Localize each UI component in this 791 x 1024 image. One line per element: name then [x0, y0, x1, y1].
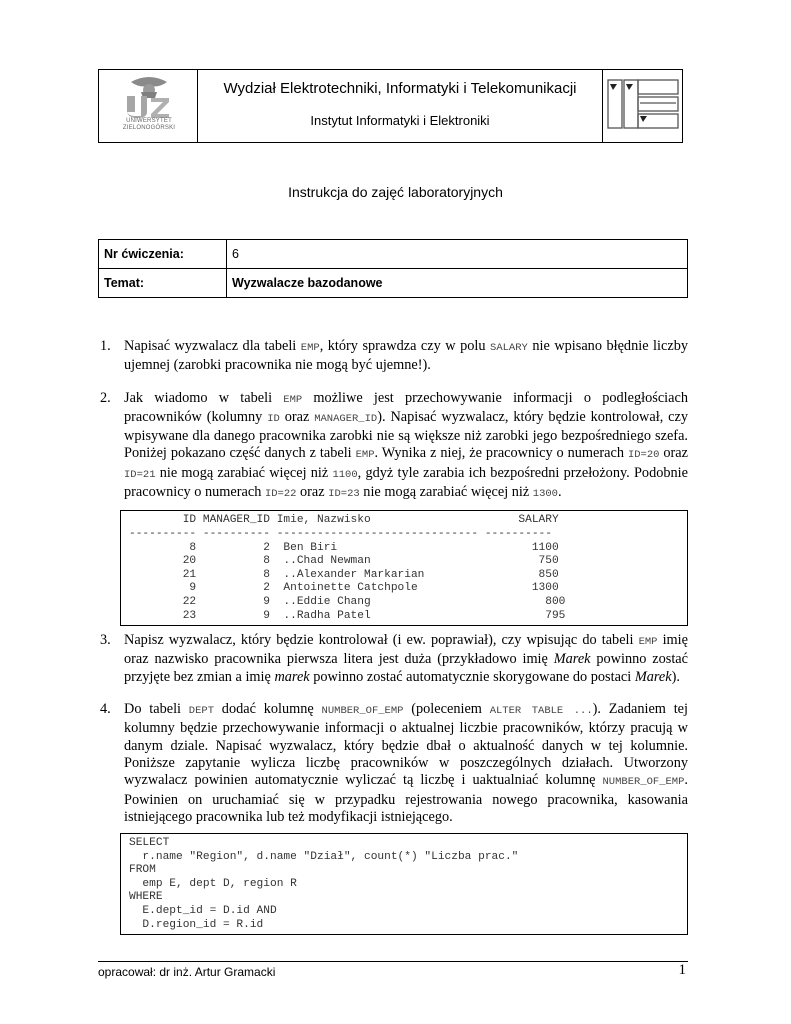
- faculty-name: Wydział Elektrotechniki, Informatyki i Telekomunikacji: [223, 80, 577, 97]
- inline-code: ID: [267, 412, 280, 425]
- item-emphasis: Marek: [634, 668, 672, 685]
- institute-logo: [607, 78, 679, 134]
- inline-code: ID=22: [264, 488, 297, 501]
- item-text: imię oraz nazwisko pracownika pierwsza litera jest duża (przykładowo imię: [124, 632, 688, 668]
- item-number: 4.: [100, 701, 111, 718]
- exercise-number-value: 6: [227, 240, 688, 269]
- item-text: Napisać wyzwalacz dla tabeli: [124, 338, 301, 354]
- item-text: możliwe jest przechowywanie informacji o podległościach pracowników (kolumny: [124, 389, 688, 425]
- sql-query-listing: [120, 833, 688, 935]
- item-number: 2.: [100, 389, 111, 406]
- item-text: Do tabeli: [124, 701, 189, 718]
- list-item: [98, 338, 688, 375]
- item-text: .: [558, 484, 562, 501]
- item-text: nie mogą zarabiać więcej niż: [359, 484, 533, 501]
- inline-code: 1300: [532, 488, 558, 501]
- code-line: E.dept_id = D.id AND: [129, 905, 277, 918]
- item-text: nie wpisano błędnie liczby ujemnej (zarobki pracownika nie mogą być ujemne!).: [124, 338, 688, 374]
- item-text: Napisz wyzwalacz, który będzie kontrolował (i ew. poprawiał), czy wpisując do tabeli: [124, 632, 639, 649]
- item-text: oraz: [659, 445, 688, 462]
- item-text: , gdyż tyle zarabia ich bezpośredni przełożony. Podobnie pracownicy o numerach: [124, 464, 688, 501]
- logo-text-line: ZIELONOGÓRSKI: [122, 125, 176, 131]
- list-item: [98, 390, 688, 504]
- header-divider: [602, 70, 603, 142]
- item-text: oraz: [279, 408, 315, 425]
- inline-code: NUMBER_OF_EMP: [321, 705, 404, 718]
- topic-label: Temat:: [99, 269, 227, 298]
- inline-code: SALARY: [490, 342, 528, 354]
- table-row: [99, 240, 688, 269]
- code-line: 20 8 ..Chad Newman 750: [129, 555, 559, 568]
- item-text: powinno zostać automatycznie skorygowane do postaci: [309, 668, 635, 685]
- logo-text-line: UNIWERSYTET: [126, 118, 172, 124]
- item-emphasis: marek: [274, 668, 310, 685]
- item-text: . Wynika z niej, że pracownicy o numerach: [374, 445, 628, 462]
- code-line: r.name "Region", d.name "Dział", count(*) "Liczba prac.": [129, 850, 519, 863]
- item-text: powinno zostać przyjęte bez zmian a imię: [124, 651, 688, 685]
- item-text: ). Napisać wyzwalacz, który będzie kontrolował, czy wpisywane dla danego pracownika zarobki nie są większe niż zarobki jego bezpośredniego szefa. Poniżej pokazano część danych z tabeli: [124, 408, 689, 462]
- item-text: , który sprawdza czy w polu: [319, 338, 491, 354]
- code-line: FROM: [129, 864, 156, 877]
- item-text: . Powinien on uruchamiać się w przypadku rejestrowania nowego pracownika, kasowania istniejącego pracownika lub też modyfikacji istniejącego.: [124, 772, 688, 825]
- code-line: 23 9 ..Radha Patel 795: [129, 609, 566, 622]
- item-text: oraz: [296, 484, 329, 501]
- institute-name: Instytut Informatyki i Elektroniki: [310, 113, 490, 128]
- inline-code: ID=21: [124, 468, 156, 481]
- item-text: nie mogą zarabiać więcej niż: [155, 464, 333, 481]
- item-text: (poleceniem: [403, 701, 490, 718]
- inline-code: ID=23: [328, 488, 360, 501]
- item-text: ). Zadaniem tej kolumny będzie przechowywanie informacji o aktualnej liczbie pracowników, którzy pracują w danym dziale. Napisać wyzwalacz, który będzie dbał o aktualność danych w tej kolumnie. Poniższe zapytanie wylicza liczbę pracowników w poszczególnych działach. Utworzony wyzwalacz powinien automatycznie wyliczać tą liczbę i uaktualniać kolumnę: [124, 701, 688, 789]
- item-text: Jak wiadomo w tabeli: [124, 389, 284, 406]
- document-title: Instrukcja do zajęć laboratoryjnych: [288, 184, 503, 200]
- inline-code: 1100: [332, 468, 358, 481]
- inline-code: ALTER TABLE ...: [489, 705, 593, 718]
- exercise-number-label: Nr ćwiczenia:: [99, 240, 227, 269]
- emp-data-listing: [120, 510, 688, 626]
- footer-divider: [98, 961, 688, 962]
- item-emphasis: Marek: [553, 651, 591, 668]
- inline-code: DEPT: [188, 705, 215, 718]
- code-line: 8 2 Ben Biri 1100: [129, 541, 559, 554]
- code-line: 22 9 ..Eddie Chang 800: [129, 595, 566, 608]
- inline-code: NUMBER_OF_EMP: [602, 776, 685, 789]
- topic-value: Wyzwalacze bazodanowe: [227, 269, 688, 298]
- table-row: [99, 269, 688, 298]
- inline-code: ID=20: [627, 449, 660, 462]
- footer-author: opracował: dr inż. Artur Gramacki: [98, 965, 276, 979]
- code-line: 9 2 Antoinette Catchpole 1300: [129, 582, 559, 595]
- document-header: [98, 69, 683, 143]
- inline-code: MANAGER_ID: [314, 412, 378, 425]
- code-line: emp E, dept D, region R: [129, 877, 297, 890]
- item-number: 1.: [100, 338, 111, 354]
- code-line: D.region_id = R.id: [129, 918, 264, 931]
- inline-code: EMP: [300, 342, 320, 354]
- item-text: ).: [671, 668, 680, 685]
- item-number: 3.: [100, 632, 111, 649]
- code-line: WHERE: [129, 891, 163, 904]
- code-line: ID MANAGER_ID Imie, Nazwisko SALARY: [129, 514, 559, 527]
- item-text: dodać kolumnę: [214, 701, 322, 718]
- exercise-info-table: [98, 239, 688, 298]
- inline-code: EMP: [355, 449, 375, 462]
- code-line: SELECT: [129, 837, 170, 850]
- university-logo: [111, 76, 187, 138]
- list-item: [98, 701, 688, 826]
- code-line: ---------- ---------- ------------------------------ ----------: [129, 527, 552, 540]
- exercise-list: [98, 338, 688, 941]
- list-item: [98, 632, 688, 686]
- code-line: 21 8 ..Alexander Markarian 850: [129, 568, 559, 581]
- inline-code: EMP: [283, 393, 303, 406]
- inline-code: EMP: [638, 636, 658, 649]
- page-number: 1: [678, 962, 686, 978]
